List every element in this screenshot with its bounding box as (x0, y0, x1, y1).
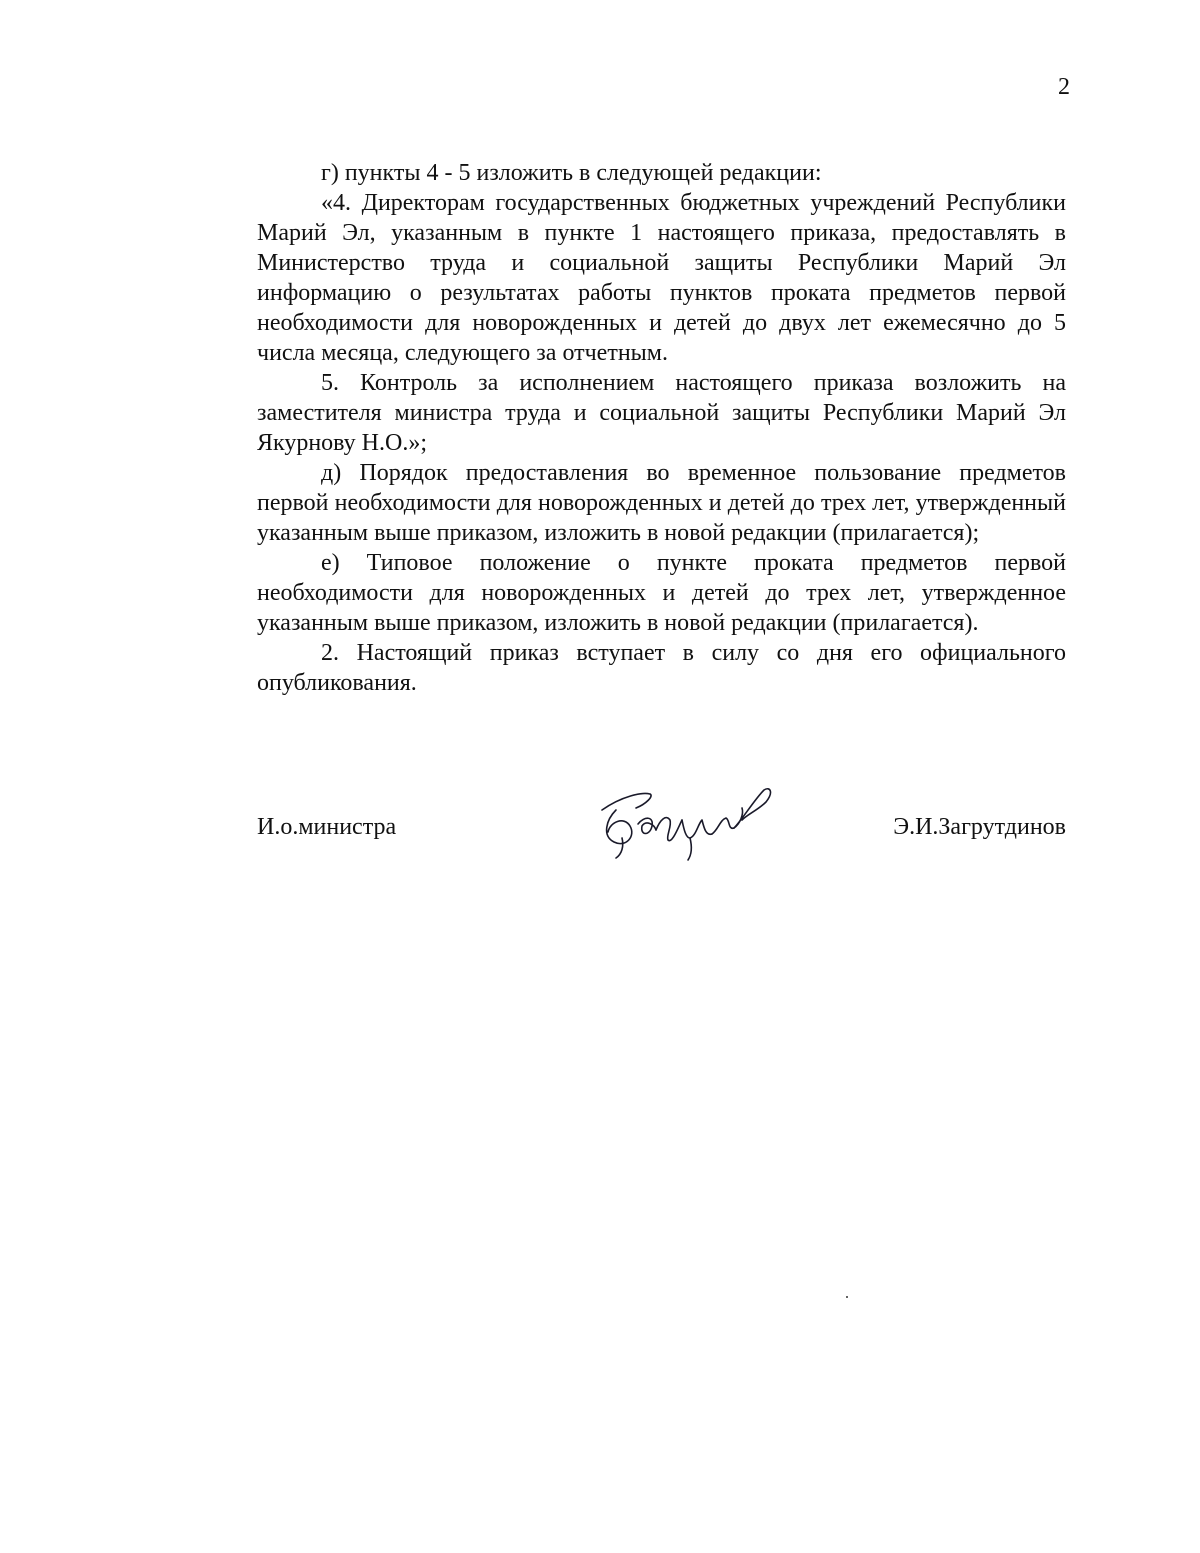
signatory-role: И.о.министра (257, 814, 397, 840)
paragraph-item-4: «4. Директорам государственных бюджетных учреждений Республики Марий Эл, указанным в пункте 1 настоящего приказа, предоставлять в Министерство труда и социальной защиты Республики Марий Эл информацию о результатах работы пунктов проката предметов первой необходимости для новорожденных и детей до двух лет ежемесячно до 5 числа месяца, следующего за отчетным. (257, 190, 1066, 366)
page-number: 2 (1058, 74, 1070, 100)
signature-block (257, 780, 1066, 870)
paragraph-item-d: д) Порядок предоставления во временное пользование предметов первой необходимости для новорожденных и детей до трех лет, утвержденный указанным выше приказом, изложить в новой редакции (прилагается); (257, 460, 1066, 546)
paragraph-item-g: г) пункты 4 - 5 изложить в следующей редакции: (321, 160, 822, 186)
paragraph-item-e: е) Типовое положение о пункте проката предметов первой необходимости для новорожденных и детей до трех лет, утвержденное указанным выше приказом, изложить в новой редакции (прилагается). (257, 550, 1066, 636)
paragraph-item-5: 5. Контроль за исполнением настоящего приказа возложить на заместителя министра труда и социальной защиты Республики Марий Эл Якурнову Н.О.»; (257, 370, 1066, 456)
signatory-name: Э.И.Загрутдинов (893, 814, 1066, 840)
document-body (257, 158, 1066, 698)
paragraph-clause-2: 2. Настоящий приказ вступает в силу со дня его официального опубликования. (257, 640, 1066, 696)
handwritten-signature (592, 780, 782, 862)
scan-speck (846, 1296, 848, 1298)
